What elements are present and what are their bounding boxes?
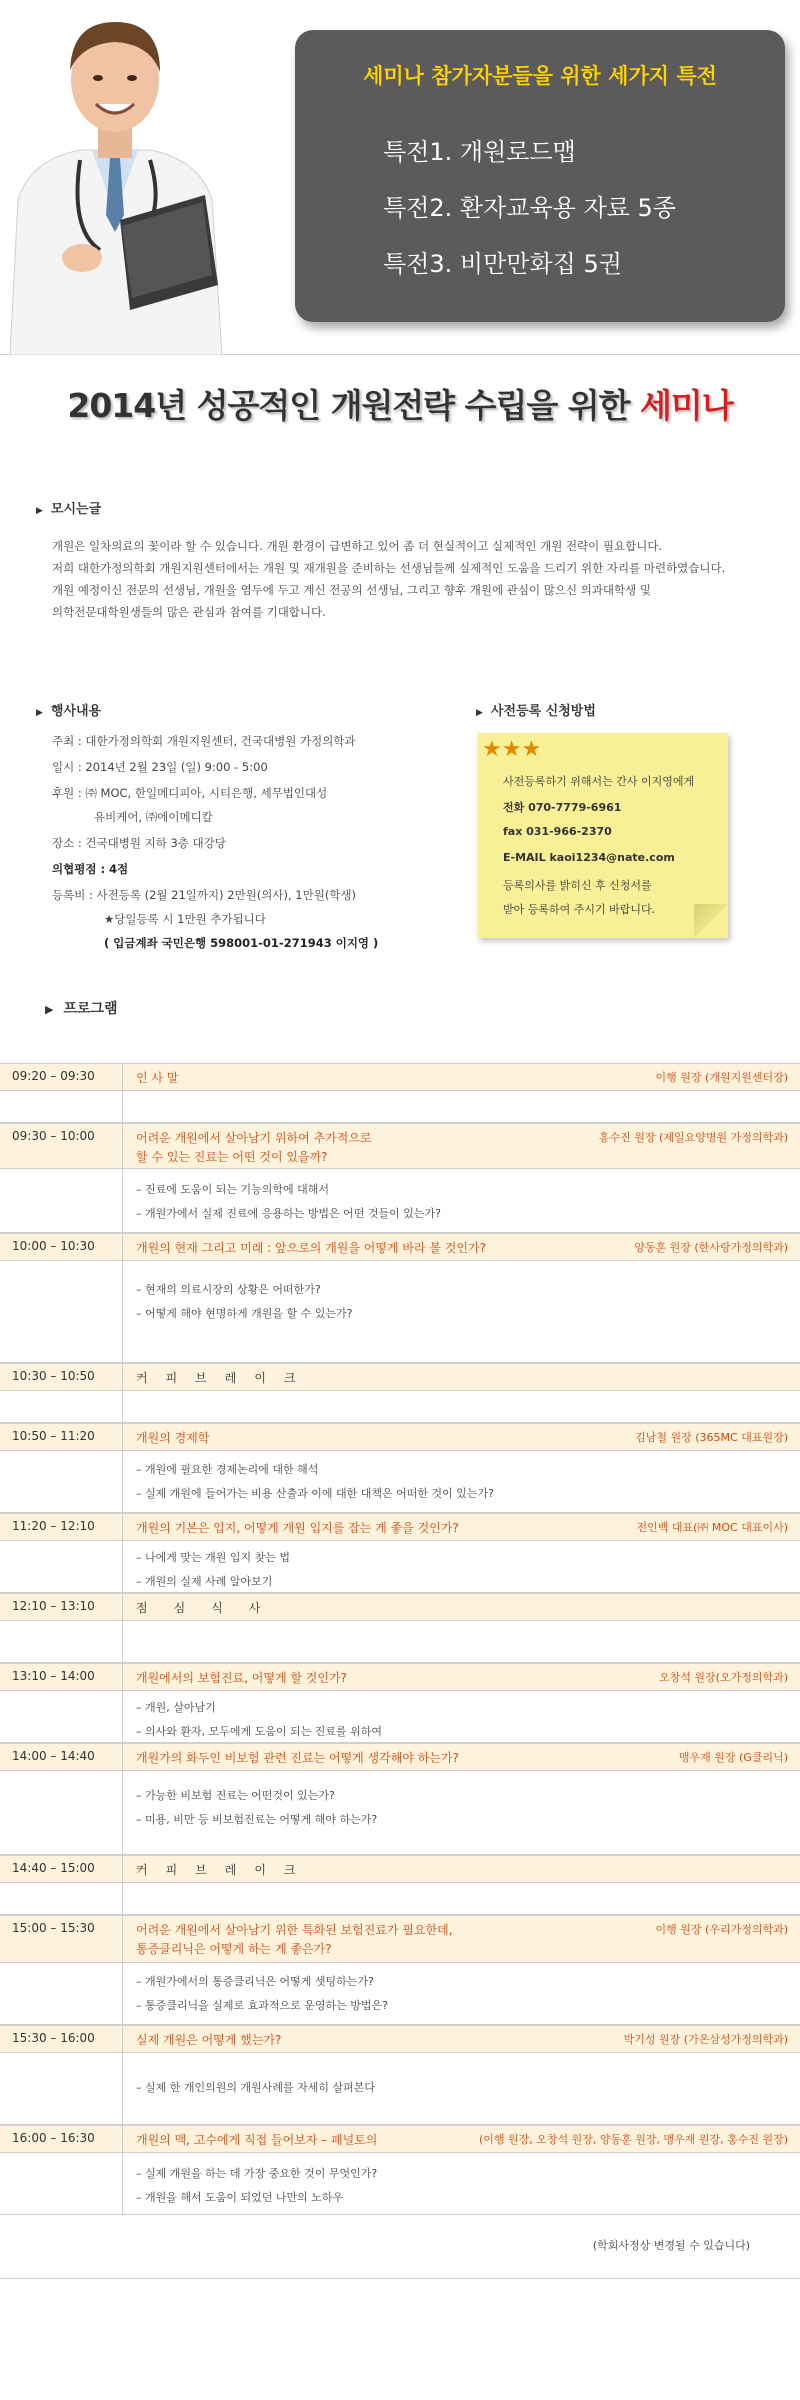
session-speaker: 오창석 원장(오가정의학과) xyxy=(659,1671,788,1684)
registration-heading-label: 사전등록 신청방법 xyxy=(490,704,596,719)
page-title xyxy=(0,380,800,427)
session-topic: 개원의 현재 그리고 미래 : 앞으로의 개원을 어떻게 바라 볼 것인가? xyxy=(136,1241,486,1255)
session-topic-line: 어려운 개원에서 살아남기 위하여 추가적으로 xyxy=(136,1131,372,1145)
page-title-text: 2014년 성공적인 개원전략 수립을 위한 xyxy=(67,386,640,425)
session-topic: 개원의 맥, 고수에게 직접 들어보자 – 패널토의 xyxy=(136,2133,378,2147)
registration-phone: 전화 070-7779-6961 xyxy=(503,801,622,814)
event-onsite-fee: ★당일등록 시 1만원 추가됩니다 xyxy=(104,912,266,926)
session-topic: 점심식사 xyxy=(136,1601,287,1615)
session-time: 09:30 – 10:00 xyxy=(12,1129,95,1143)
session-detail xyxy=(0,1169,800,1233)
session-row xyxy=(0,1363,800,1391)
session-bullet: – 개원을 해서 도움이 되었던 나만의 노하우 xyxy=(136,2191,344,2204)
session-topic: 실제 개원은 어떻게 했는가? xyxy=(136,2033,282,2047)
column-divider xyxy=(122,1261,123,1362)
session-detail xyxy=(0,1883,800,1915)
session-bullet: – 통증클리닉을 실제로 효과적으로 운영하는 방법은? xyxy=(136,1999,388,2012)
page-curl xyxy=(694,904,728,938)
benefit-3: 특전3. 비만만화집 5권 xyxy=(383,250,622,278)
triangle-icon: ▶ xyxy=(36,506,43,516)
session-bullet: – 가능한 비보험 진료는 어떤것이 있는가? xyxy=(136,1789,335,1802)
session-row xyxy=(0,1743,800,1771)
session-bullet: – 진료에 도움이 되는 기능의학에 대해서 xyxy=(136,1183,329,1196)
session-detail xyxy=(0,2153,800,2215)
invite-paragraph xyxy=(52,535,772,623)
session-detail xyxy=(0,1451,800,1513)
benefits-title: 세미나 참가자분들을 위한 세가지 특전 xyxy=(363,64,717,88)
event-heading-label: 행사내용 xyxy=(50,704,102,719)
registration-line: 사전등록하기 위해서는 간사 이지영에게 xyxy=(503,775,695,788)
column-divider xyxy=(122,1064,123,1090)
benefit-1: 특전1. 개원로드맵 xyxy=(383,138,576,166)
session-bullet: – 현재의 의료시장의 상황은 어떠한가? xyxy=(136,1283,321,1296)
event-sponsor-cont: 유비케어, ㈜에이메디칼 xyxy=(94,810,213,824)
session-speaker: 이행 원장 (개원지원센터장) xyxy=(655,1071,788,1084)
session-time: 11:20 – 12:10 xyxy=(12,1519,95,1533)
invite-line: 저희 대한가정의학회 개원지원센터에서는 개원 및 재개원을 준비하는 선생님들께 실제적인 도움을 드리기 위한 자리를 마련하였습니다. xyxy=(52,561,726,575)
column-divider xyxy=(122,1771,123,1854)
session-row xyxy=(0,1233,800,1261)
session-speaker: 맹우재 원장 (G클리닉) xyxy=(678,1751,788,1764)
column-divider xyxy=(122,1451,123,1512)
page-title-highlight: 세미나 xyxy=(639,386,733,425)
registration-note xyxy=(478,733,728,938)
session-bullet: – 개원에 필요한 경제논리에 대한 해석 xyxy=(136,1463,319,1476)
hero-banner xyxy=(0,0,800,355)
column-divider xyxy=(122,2026,123,2052)
column-divider xyxy=(122,2126,123,2152)
session-topic-line: 할 수 있는 진료는 어떤 것이 있을까? xyxy=(136,1150,328,1164)
session-row xyxy=(0,1063,800,1091)
session-time: 14:00 – 14:40 xyxy=(12,1749,95,1763)
session-time: 10:50 – 11:20 xyxy=(12,1429,95,1443)
event-host: 주최 : 대한가정의학회 개원지원센터, 건국대병원 가정의학과 xyxy=(52,734,356,748)
event-account: ( 입금계좌 국민은행 598001-01-271943 이지영 ) xyxy=(104,936,379,950)
invite-line: 개원 예정이신 전문의 선생님, 개원을 염두에 두고 계신 전공의 선생님, 그리고 향후 개원에 관심이 많으신 의과대학생 및 xyxy=(52,583,652,597)
session-row xyxy=(0,1423,800,1451)
column-divider xyxy=(122,1856,123,1882)
session-row xyxy=(0,1513,800,1541)
session-topic: 커피브레이크 xyxy=(136,1863,314,1877)
session-detail xyxy=(0,1621,800,1663)
session-bullet: – 개원, 살아남기 xyxy=(136,1701,216,1714)
invite-heading-label: 모시는글 xyxy=(50,502,102,517)
column-divider xyxy=(122,1916,123,1962)
session-speaker: 김남철 원장 (365MC 대표원장) xyxy=(635,1431,788,1444)
session-bullet: – 나에게 맞는 개원 입지 찾는 법 xyxy=(136,1551,290,1564)
column-divider xyxy=(122,1621,123,1662)
registration-heading xyxy=(476,700,596,719)
session-detail xyxy=(0,1963,800,2025)
session-topic: 개원의 기본은 입지, 어떻게 개원 입지를 잡는 게 좋을 것인가? xyxy=(136,1521,459,1535)
session-detail xyxy=(0,1771,800,1855)
column-divider xyxy=(122,1963,123,2024)
session-topic: 개원가의 화두인 비보험 관련 진료는 어떻게 생각해야 하는가? xyxy=(136,1751,459,1765)
session-speaker: 홍수진 원장 (제일요양병원 가정의학과) xyxy=(598,1131,788,1144)
triangle-icon: ▶ xyxy=(476,708,483,718)
program-heading xyxy=(45,998,118,1018)
invite-line: 의학전문대학원생들의 많은 관심과 참여를 기대합니다. xyxy=(52,605,326,619)
session-detail xyxy=(0,1541,800,1593)
session-time: 12:10 – 13:10 xyxy=(12,1599,95,1613)
session-time: 10:00 – 10:30 xyxy=(12,1239,95,1253)
session-bullet: – 어떻게 해야 현명하게 개원을 할 수 있는가? xyxy=(136,1307,353,1320)
session-topic xyxy=(136,1129,372,1167)
column-divider xyxy=(122,1234,123,1260)
event-date: 일시 : 2014년 2월 23일 (일) 9:00 - 5:00 xyxy=(52,760,268,774)
registration-fax: fax 031-966-2370 xyxy=(503,825,612,838)
session-bullet: – 개원가에서의 통증클리닉은 어떻게 셋팅하는가? xyxy=(136,1975,374,1988)
schedule-note: (학회사정상 변경될 수 있습니다) xyxy=(592,2239,750,2252)
session-time: 15:00 – 15:30 xyxy=(12,1921,95,1935)
event-sponsor: 후원 : ㈜ MOC, 한일메디피아, 시티은행, 세무법인대성 xyxy=(52,786,328,800)
session-time: 16:00 – 16:30 xyxy=(12,2131,95,2145)
column-divider xyxy=(122,1424,123,1450)
session-topic: 커피브레이크 xyxy=(136,1371,314,1385)
session-detail xyxy=(0,1261,800,1363)
session-time: 13:10 – 14:00 xyxy=(12,1669,95,1683)
column-divider xyxy=(122,1391,123,1422)
triangle-icon: ▶ xyxy=(45,1003,54,1016)
registration-email: E-MAIL kaoi1234@nate.com xyxy=(503,851,675,864)
column-divider xyxy=(122,1091,123,1122)
event-fee: 등록비 : 사전등록 (2월 21일까지) 2만원(의사), 1만원(학생) xyxy=(52,888,357,902)
session-time: 10:30 – 10:50 xyxy=(12,1369,95,1383)
session-row xyxy=(0,1663,800,1691)
column-divider xyxy=(122,1169,123,1232)
session-bullet: – 개원가에서 실제 진료에 응용하는 방법은 어떤 것들이 있는가? xyxy=(136,1207,441,1220)
session-row xyxy=(0,1123,800,1169)
session-bullet: – 실제 개원에 들어가는 비용 산출과 이에 대한 대책은 어떠한 것이 있는가? xyxy=(136,1487,494,1500)
session-bullet: – 개원의 실제 사례 알아보기 xyxy=(136,1575,273,1588)
session-row xyxy=(0,1855,800,1883)
column-divider xyxy=(122,1541,123,1592)
session-topic: 개원에서의 보험진료, 어떻게 할 것인가? xyxy=(136,1671,347,1685)
column-divider xyxy=(122,2153,123,2214)
invite-line: 개원은 일차의료의 꽃이라 할 수 있습니다. 개원 환경이 급변하고 있어 좀 더 현실적이고 실제적인 개원 전략이 필요합니다. xyxy=(52,539,663,553)
doctor-illustration xyxy=(0,0,230,355)
session-topic: 인 사 말 xyxy=(136,1071,179,1085)
column-divider xyxy=(122,1514,123,1540)
session-bullet: – 의사와 환자, 모두에게 도움이 되는 진료를 위하여 xyxy=(136,1725,382,1738)
session-bullet: – 미용, 비만 등 비보험진료는 어떻게 해야 하는가? xyxy=(136,1813,378,1826)
event-credit: 의협평점 : 4점 xyxy=(52,862,129,876)
benefits-box xyxy=(295,30,785,322)
column-divider xyxy=(122,2053,123,2124)
star-icon: ★★★ xyxy=(482,737,542,762)
column-divider xyxy=(122,1691,123,1742)
event-place: 장소 : 건국대병원 지하 3층 대강당 xyxy=(52,836,226,850)
column-divider xyxy=(122,1664,123,1690)
event-heading xyxy=(36,700,101,719)
benefit-2: 특전2. 환자교육용 자료 5종 xyxy=(383,194,676,222)
session-speaker: 전인백 대표(㈜ MOC 대표이사) xyxy=(636,1521,788,1534)
session-bullet: – 실제 한 개인의원의 개원사례를 자세히 살펴본다 xyxy=(136,2081,375,2094)
session-row xyxy=(0,1915,800,1963)
session-topic: 개원의 경제학 xyxy=(136,1431,210,1445)
triangle-icon: ▶ xyxy=(36,708,43,718)
column-divider xyxy=(122,1364,123,1390)
schedule-note-row xyxy=(0,2215,800,2279)
registration-line: 받아 등록하여 주시기 바랍니다. xyxy=(503,903,656,916)
session-topic-line: 통증클리닉은 어떻게 하는 게 좋은가? xyxy=(136,1942,332,1956)
session-time: 15:30 – 16:00 xyxy=(12,2031,95,2045)
session-speaker: (이행 원장, 오창석 원장, 양동훈 원장, 맹우재 원장, 홍수진 원장) xyxy=(478,2133,788,2146)
session-detail xyxy=(0,1391,800,1423)
session-speaker: 박기성 원장 (가온삼성가정의학과) xyxy=(623,2033,788,2046)
registration-line: 등록의사를 밝히신 후 신청서를 xyxy=(503,879,652,892)
session-detail xyxy=(0,1091,800,1123)
session-detail xyxy=(0,1691,800,1743)
session-bullet: – 실제 개원을 하는 데 가장 중요한 것이 무엇인가? xyxy=(136,2167,378,2180)
session-row xyxy=(0,2125,800,2153)
column-divider xyxy=(122,1594,123,1620)
session-speaker: 이행 원장 (우리가정의학과) xyxy=(655,1923,788,1936)
session-topic xyxy=(136,1921,453,1959)
session-speaker: 양동훈 원장 (한사랑가정의학과) xyxy=(634,1241,788,1254)
session-topic-line: 어려운 개원에서 살아남기 위한 특화된 보험진료가 필요한데, xyxy=(136,1923,453,1937)
session-row xyxy=(0,1593,800,1621)
column-divider xyxy=(122,1744,123,1770)
session-row xyxy=(0,2025,800,2053)
session-time: 14:40 – 15:00 xyxy=(12,1861,95,1875)
invite-heading xyxy=(36,498,101,517)
session-time: 09:20 – 09:30 xyxy=(12,1069,95,1083)
session-detail xyxy=(0,2053,800,2125)
column-divider xyxy=(122,1883,123,1914)
column-divider xyxy=(122,1124,123,1168)
program-heading-label: 프로그램 xyxy=(63,1001,118,1017)
